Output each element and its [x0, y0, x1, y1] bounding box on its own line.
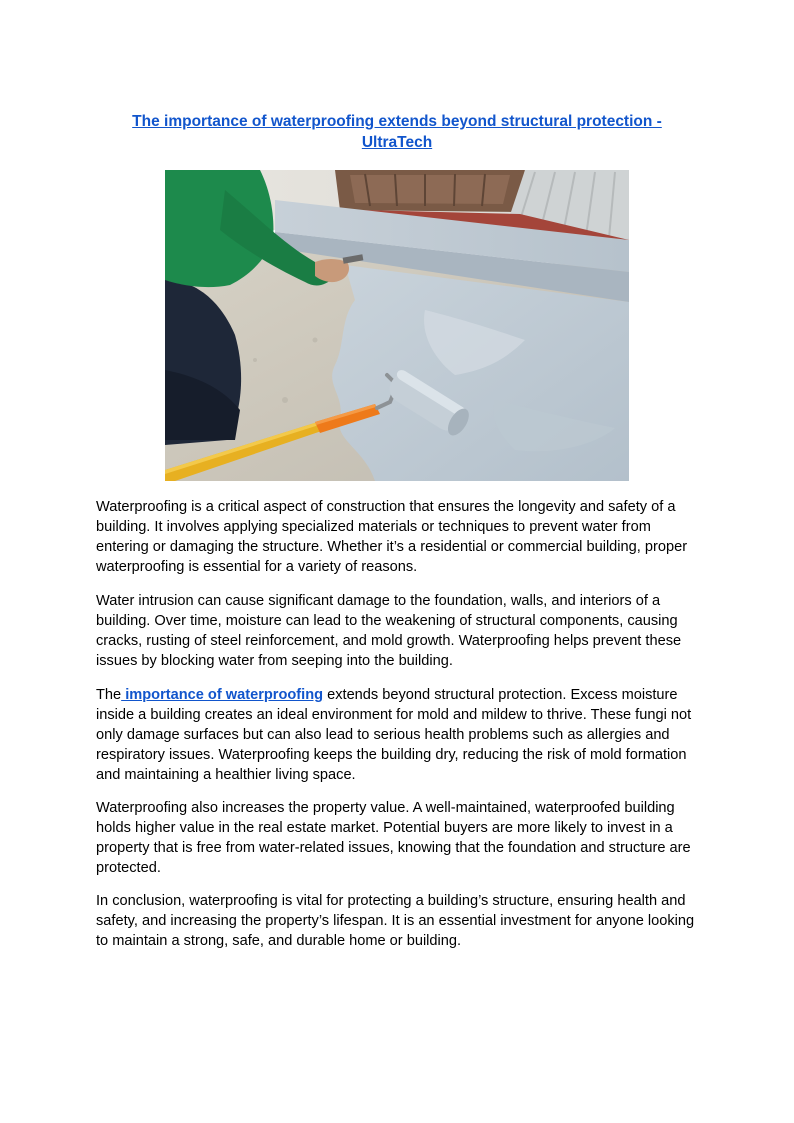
photo-illustration: [165, 170, 629, 481]
paragraph-property-value: Waterproofing also increases the property value. A well-maintained, waterproofed building holds higher value in the real estate market. Potential buyers are more likely to invest in a property that is free from water-related issues, knowing that the foundation and structure are protected.: [96, 800, 691, 876]
title-link[interactable]: The importance of waterproofing extends beyond structural protection - UltraTech: [132, 113, 662, 151]
roof-waterproofing-photo: [165, 170, 629, 481]
paragraph-health-lead: The: [96, 687, 122, 703]
paragraph-water-intrusion: Water intrusion can cause significant damage to the foundation, walls, and interiors of a building. Over time, moisture can lead to the weakening of structural components, causing cracks, rusting of steel reinforcement, and mold growth. Waterproofing helps prevent these issues by blocking water from seeping into the building.: [96, 593, 682, 669]
importance-of-waterproofing-link[interactable]: importance of waterproofing: [121, 687, 324, 703]
paragraph-conclusion: In conclusion, waterproofing is vital for protecting a building’s structure, ensuring health and safety, and increasing the property’s lifespan. It is an essential investment for anyone looking to maintain a strong, safe, and durable home or building.: [96, 893, 695, 949]
page-title: [96, 111, 698, 153]
paragraph-health: [96, 685, 701, 785]
paragraph-intro: Waterproofing is a critical aspect of construction that ensures the longevity and safety of a building. It involves applying specialized materials or techniques to prevent water from entering or damaging the structure. Whether it’s a residential or commercial building, proper waterproofing is essential for a variety of reasons.: [96, 499, 688, 575]
paragraph-health-body: extends beyond structural protection. Excess moisture inside a building creates an ideal environment for mold and mildew to thrive. These fungi not only damage surfaces but can also lead to serious health problems such as allergies and respiratory issues. Waterproofing keeps the building dry, reducing the risk of mold formation and maintaining a healthier living space.: [96, 687, 692, 783]
